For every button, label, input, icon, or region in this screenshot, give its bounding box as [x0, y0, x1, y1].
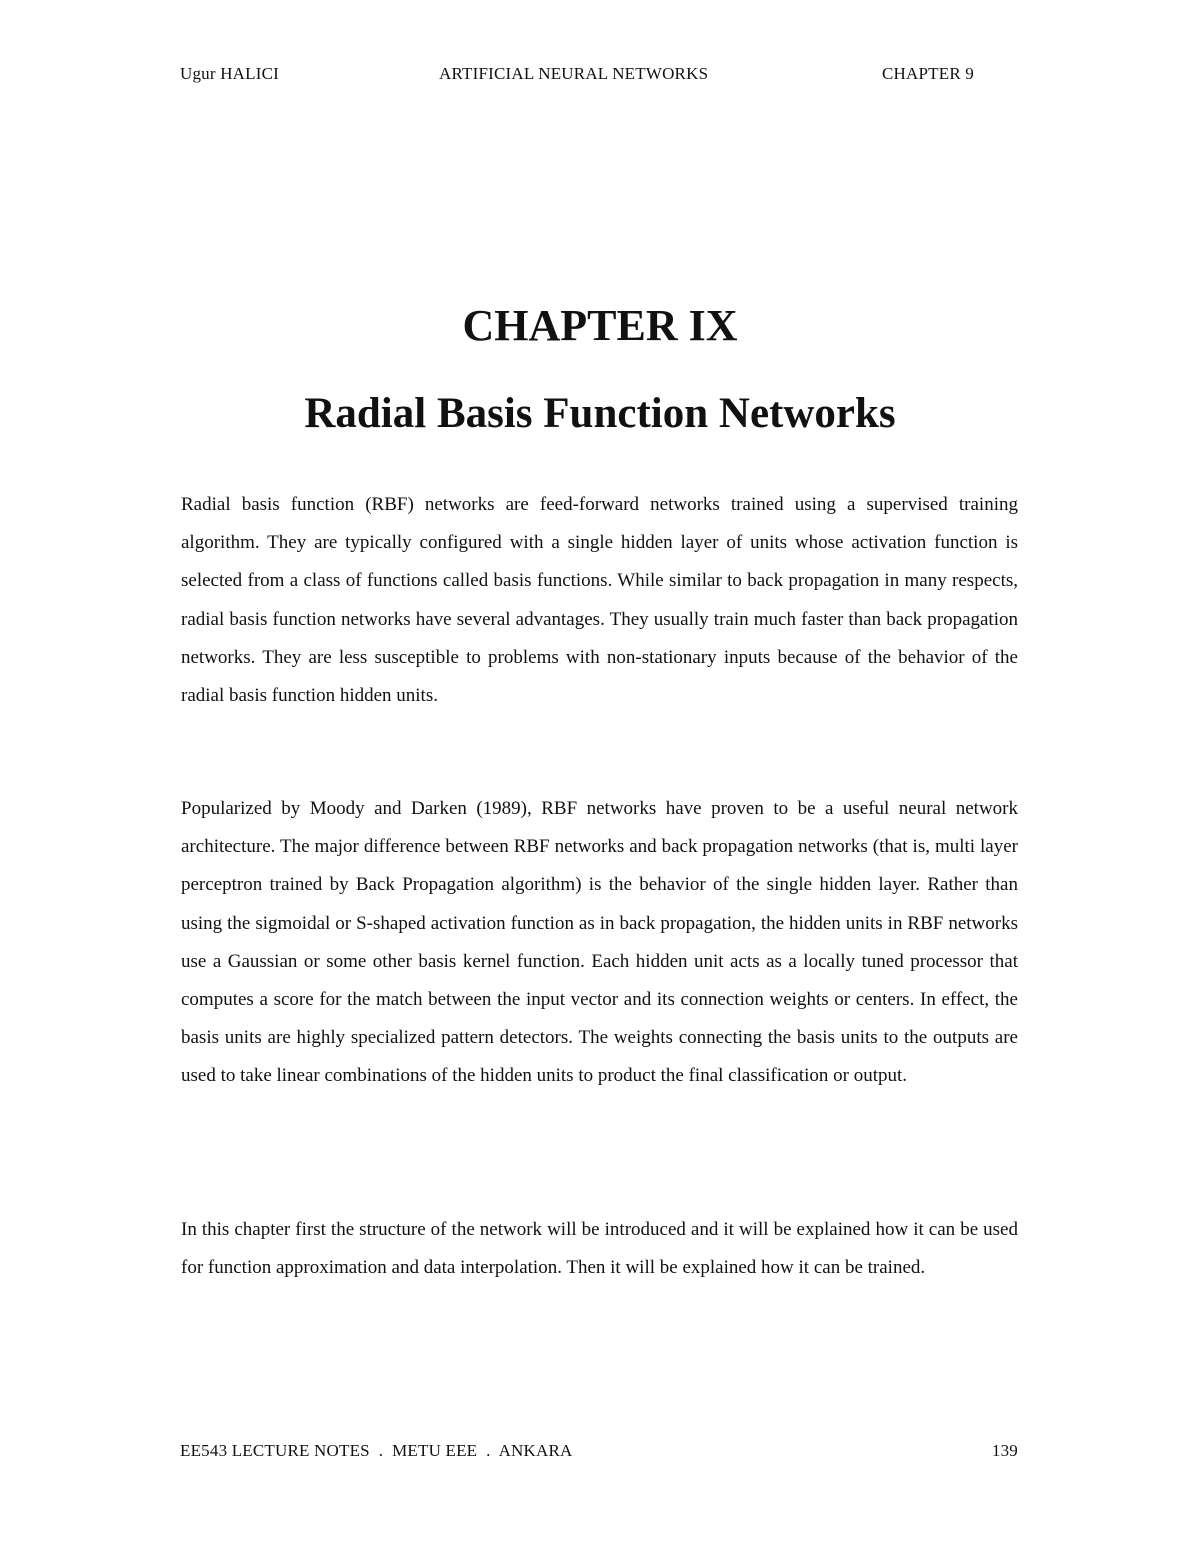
- footer-course: EE543 LECTURE NOTES . METU EEE . ANKARA: [180, 1441, 573, 1460]
- running-header: [180, 64, 1020, 88]
- body-paragraph-2: Popularized by Moody and Darken (1989), RBF networks have proven to be a useful neural network architecture. The major difference between RBF networks and back propagation networks (that is, multi layer perceptron trained by Back Propagation algorithm) is the behavior of the single hidden layer. Rather than using the sigmoidal or S-shaped activation function as in back propagation, the hidden units in RBF networks use a Gaussian or some other basis kernel function. Each hidden unit acts as a locally tuned processor that computes a score for the match between the input vector and its connection weights or centers. In effect, the basis units are highly specialized pattern detectors. The weights connecting the basis units to the outputs are used to take linear combinations of the hidden units to product the final classification or output.: [181, 798, 1018, 1087]
- header-book-title: ARTIFICIAL NEURAL NETWORKS: [439, 64, 709, 83]
- running-footer: [180, 1441, 1020, 1465]
- page-number: 139: [991, 1441, 1018, 1460]
- header-chapter-label: CHAPTER 9: [882, 64, 975, 83]
- chapter-number: CHAPTER IX: [462, 301, 738, 350]
- chapter-title: Radial Basis Function Networks: [304, 390, 896, 437]
- body-paragraph-1: Radial basis function (RBF) networks are feed-forward networks trained using a supervised training algorithm. They are typically configured with a single hidden layer of units whose activation function is selected from a class of functions called basis functions. While similar to back propagation in many respects, radial basis function networks have several advantages. They usually train much faster than back propagation networks. They are less susceptible to problems with non-stationary inputs because of the behavior of the radial basis function hidden units.: [181, 494, 1018, 707]
- header-author: Ugur HALICI: [180, 64, 279, 83]
- body-paragraph-3: In this chapter first the structure of the network will be introduced and it will be explained how it can be used for function approximation and data interpolation. Then it will be explained how it can be trained.: [181, 1219, 1018, 1279]
